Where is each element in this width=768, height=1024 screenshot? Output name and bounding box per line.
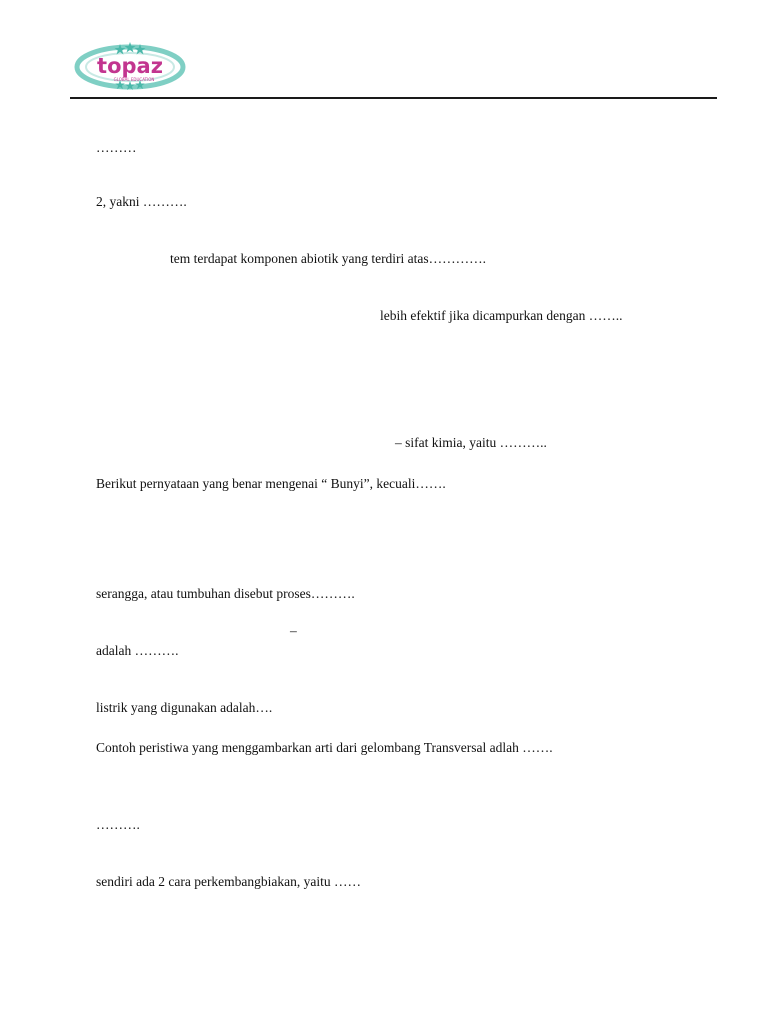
- logo-tagline: GLOBAL EDUCATION: [113, 77, 155, 82]
- text-line-12: ……….: [96, 817, 140, 832]
- text-line-6: Berikut pernyataan yang benar mengenai “ Bunyi”, kecuali…….: [96, 476, 446, 491]
- topaz-logo: [74, 40, 186, 92]
- text-line-5: – sifat kimia, yaitu ………..: [395, 435, 547, 450]
- text-line-9: adalah ……….: [96, 643, 179, 658]
- text-line-7: serangga, atau tumbuhan disebut proses……….: [96, 586, 355, 601]
- logo-wordmark: topaz: [97, 54, 163, 78]
- text-line-13: sendiri ada 2 cara perkembangbiakan, yaitu ……: [96, 874, 362, 889]
- text-line-10: listrik yang digunakan adalah….: [96, 700, 273, 715]
- header-divider: [70, 97, 717, 99]
- text-line-11: Contoh peristiwa yang menggambarkan arti dari gelombang Transversal adlah …….: [96, 740, 553, 755]
- text-line-3: tem terdapat komponen abiotik yang terdiri atas………….: [170, 251, 487, 266]
- text-line-8: –: [290, 623, 297, 638]
- text-line-4: lebih efektif jika dicampurkan dengan ……..: [380, 308, 623, 323]
- text-line-2: 2, yakni ……….: [96, 194, 187, 209]
- text-line-1: ………: [96, 140, 137, 155]
